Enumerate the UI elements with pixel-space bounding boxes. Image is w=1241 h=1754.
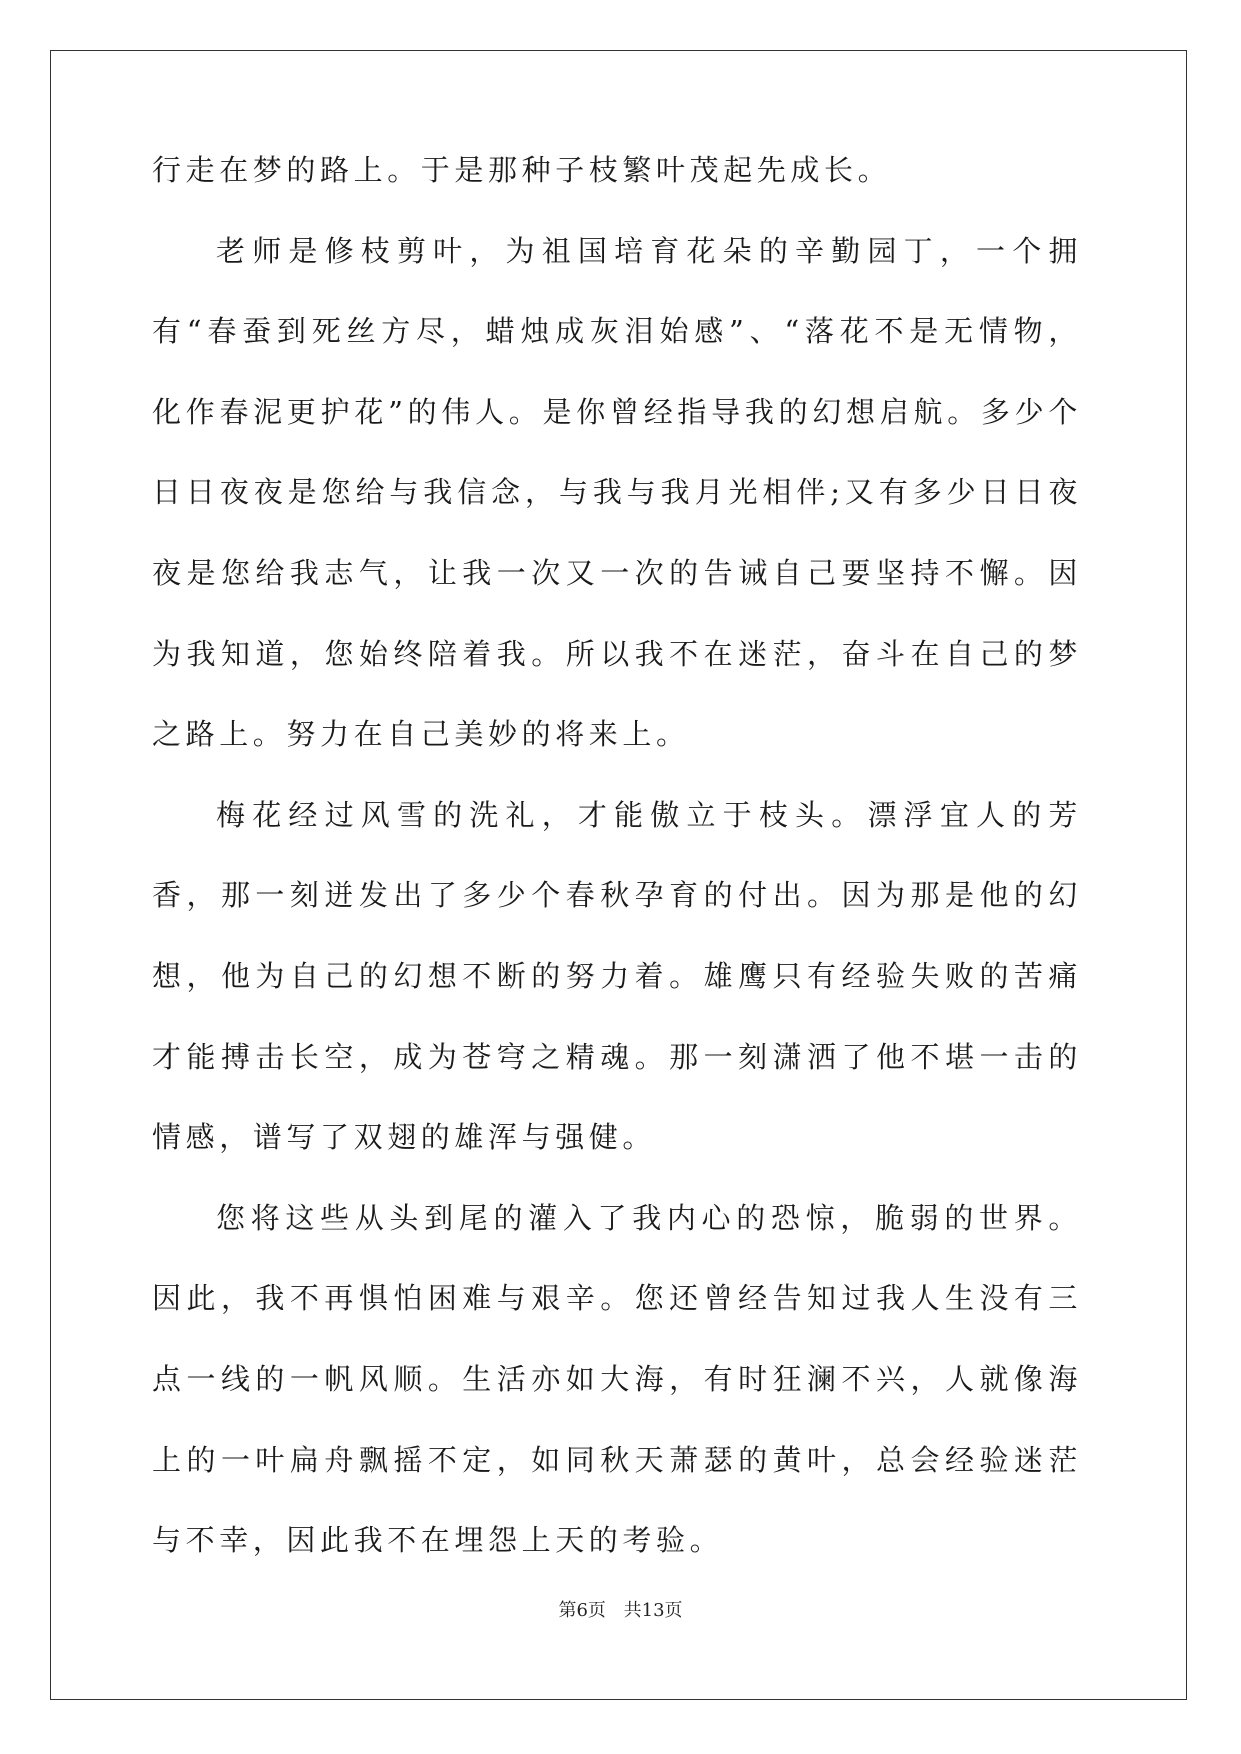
page-number: 第6页: [558, 1600, 606, 1621]
paragraph-3: 梅花经过风雪的洗礼，才能傲立于枝头。漂浮宜人的芳香，那一刻迸发出了多少个春秋孕育的付出。因为那是他的幻想，他为自己的幻想不断的努力着。雄鹰只有经验失败的苦痛才能搏击长空，成为苍穹之精魂。那一刻潇洒了他不堪一击的情感，谱写了双翅的雄浑与强健。: [152, 797, 1082, 1155]
page-footer: [0, 1596, 1241, 1622]
document-body: [152, 155, 1082, 1581]
paragraph-1: 行走在梦的路上。于是那种子枝繁叶茂起先成长。: [152, 153, 892, 187]
page-total: 共13页: [623, 1600, 683, 1621]
paragraph-2: 老师是修枝剪叶，为祖国培育花朵的辛勤园丁，一个拥有“春蚕到死丝方尽，蜡烛成灰泪始感”、“落花不是无情物，化作春泥更护花”的伟人。是你曾经指导我的幻想启航。多少个日日夜夜是您给与我信念，与我与我月光相伴;又有多少日日夜夜是您给我志气，让我一次又一次的告诫自己要坚持不懈。因为我知道，您始终陪着我。所以我不在迷茫，奋斗在自己的梦之路上。努力在自己美妙的将来上。: [152, 233, 1082, 752]
paragraph-4: 您将这些从头到尾的灌入了我内心的恐惊，脆弱的世界。因此，我不再惧怕困难与艰辛。您还曾经告知过我人生没有三点一线的一帆风顺。生活亦如大海，有时狂澜不兴，人就像海上的一叶扁舟飘摇不定，如同秋天萧瑟的黄叶，总会经验迷茫与不幸，因此我不在埋怨上天的考验。: [152, 1200, 1082, 1558]
